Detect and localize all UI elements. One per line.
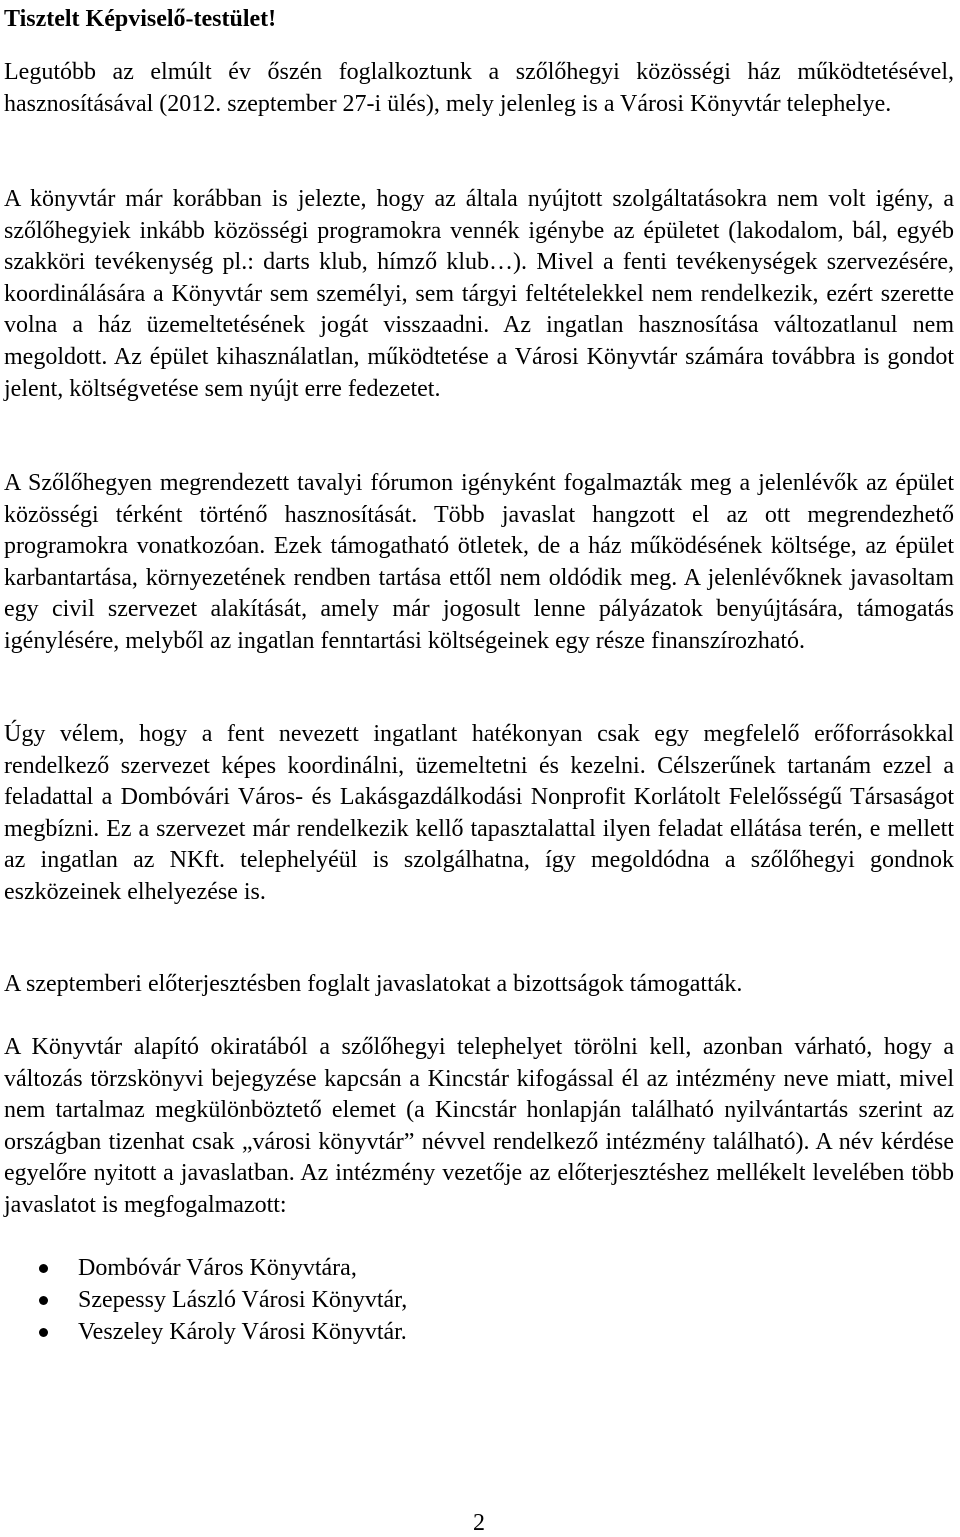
paragraph-4: Úgy vélem, hogy a fent nevezett ingatlant hatékonyan csak egy megfelelő erőforrásokkal rendelkező szervezet képes koordinálni, üzemeltetni és kezelni. Célszerűnek tartanám ezzel a feladattal a Dombóvári Város- és Lakásgazdálkodási Nonprofit Korlátolt Felelősségű Társaságot megbízni. Ez a szervezet már rendelkezik kellő tapasztalattal ilyen feladat ellátása terén, e mellett az ingatlan az NKft. telephelyéül is szolgálhatna, így megoldódna a szőlőhegyi gondnok eszközeinek elhelyezése is.: [4, 721, 954, 905]
name-suggestions-list: [4, 1252, 954, 1348]
list-item: [4, 1252, 954, 1284]
list-item: [4, 1316, 954, 1348]
page-number: 2: [473, 1510, 485, 1536]
salutation-heading: Tisztelt Képviselő-testület!: [4, 6, 277, 32]
bullet-icon: [39, 1296, 48, 1305]
paragraph-3: A Szőlőhegyen megrendezett tavalyi fórumon igényként fogalmazták meg a jelenlévők az épület közösségi térként történő hasznosítását. Több javaslat hangzott el az ott megrendezhető programokra vonatkozóan. Ezek támogatható ötletek, de a ház működésének költsége, az épület karbantartása, környezetének rendben tartása ettől nem oldódik meg. A jelenlévőknek javasoltam egy civil szervezet alakítását, amely már jogosult lenne pályázatok benyújtására, támogatás igénylésére, melyből az ingatlan fenntartási költségeinek egy része finanszírozható.: [4, 470, 954, 654]
paragraph-2: A könyvtár már korábban is jelezte, hogy az általa nyújtott szolgáltatásokra nem volt igény, a szőlőhegyiek inkább közösségi programokra vennék igénybe az épületet (lakodalom, bál, egyéb szakköri tevékenység pl.: darts klub, hímző klub…). Mivel a fenti tevékenységek szervezésére, koordinálására a Könyvtár sem személyi, sem tárgyi feltételekkel nem rendelkezik, ezért szerette volna a ház üzemeltetésének jogát visszaadni. Az ingatlan hasznosítása változatlanul nem megoldott. Az épület kihasználatlan, működtetése a Városi Könyvtár számára továbbra is gondot jelent, költségvetése sem nyújt erre fedezetet.: [4, 186, 954, 402]
paragraph-5: A szeptemberi előterjesztésben foglalt javaslatokat a bizottságok támogatták.: [4, 971, 743, 997]
paragraph-1: Legutóbb az elmúlt év őszén foglalkoztunk a szőlőhegyi közösségi ház működtetésével, hasznosításával (2012. szeptember 27-i ülés), mely jelenleg is a Városi Könyvtár telephelye.: [4, 59, 954, 117]
list-item-text: Veszeley Károly Városi Könyvtár.: [78, 1319, 407, 1345]
bullet-icon: [39, 1328, 48, 1337]
bullet-icon: [39, 1264, 48, 1273]
list-item: [4, 1284, 954, 1316]
list-item-text: Szepessy László Városi Könyvtár,: [78, 1287, 408, 1313]
paragraph-6: A Könyvtár alapító okiratából a szőlőhegyi telephelyet törölni kell, azonban várható, hogy a változás törzskönyvi bejegyzése kapcsán a Kincstár kifogással él az intézmény neve miatt, mivel nem tartalmaz megkülönböztető elemet (a Kincstár honlapján található nyilvántartás szerint az országban tizenhat csak „városi könyvtár” névvel rendelkező intézmény található). A név kérdése egyelőre nyitott a javaslatban. Az intézmény vezetője az előterjesztéshez mellékelt levelében több javaslatot is megfogalmazott:: [4, 1034, 954, 1218]
list-item-text: Dombóvár Város Könyvtára,: [78, 1255, 357, 1281]
